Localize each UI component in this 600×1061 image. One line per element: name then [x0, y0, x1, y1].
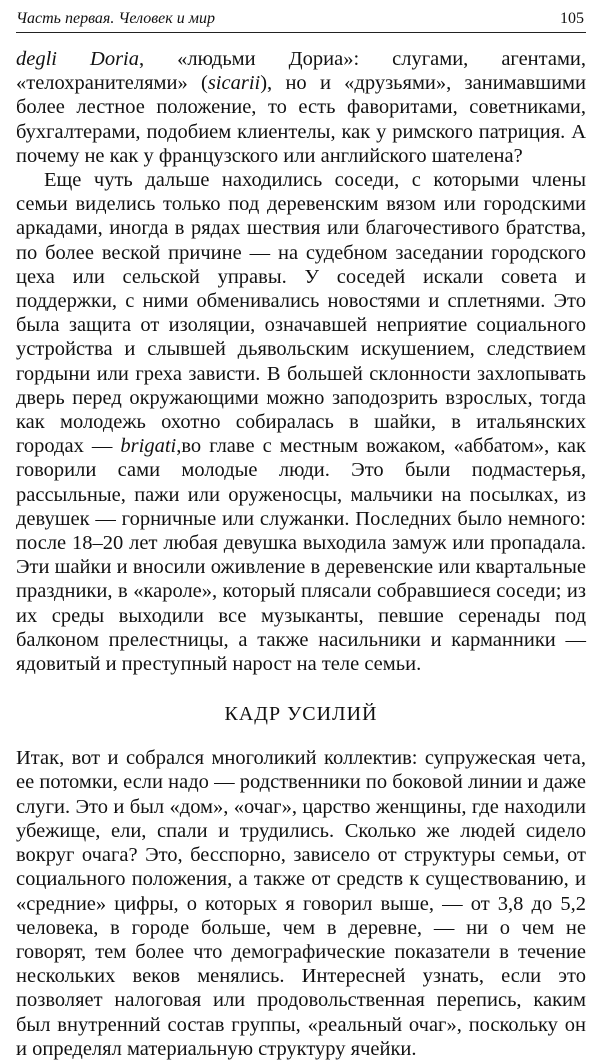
- italic-term: brigati: [120, 435, 177, 458]
- running-header: [16, 6, 586, 33]
- text-run: , «людьми Дориа»: слугами, агентами, «телохранителями» (: [16, 48, 587, 95]
- section-heading: КАДР УСИЛИЙ: [224, 703, 378, 726]
- running-title: Часть первая. Человек и мир: [16, 10, 215, 27]
- body-text: [16, 47, 586, 1061]
- paragraph-1: [16, 47, 586, 168]
- page-number: 105: [560, 10, 584, 27]
- book-page: [16, 6, 587, 1060]
- text-run: Еще чуть дальше находились соседи, с которыми члены семьи виделись только под деревенским вязом или городскими аркадами, иногда в рядах шествия или благочестивого братства, по более веской причине — на судебном заседании городского цеха или сельской управы. У соседей искали совета и поддержки, с ними обменивались новостями и сплетнями. Это была защита от изоляции, означавшей неприятие социального устройства и слывшей дьявольским искушением, следствием гордыни или греха зависти. В большей склонности захлопывать дверь перед окружающими можно заподозрить взрослых, тогда как молодежь охотно собиралась в шайки, в итальянских городах —: [16, 169, 586, 458]
- italic-term: sicarii: [207, 72, 261, 95]
- text-run: ,во главе с местным вожаком, «аббатом», как говорили сами молодые люди. Это были подмастерья, рассыльные, пажи или оруженосцы, мальчики на посылках, из девушек — горничные или служанки. Последних было немного: после 18–20 лет любая девушка выходила замуж или пропадала. Эти шайки и вносили оживление в деревенские или квартальные праздники, в «кароле», который плясали собравшиеся соседи; из их среды выходили все музыканты, певшие серенады под балконом прелестницы, а также насильники и карманники — ядовитый и преступный нарост на теле семьи.: [16, 435, 586, 676]
- text-run: ), но и «друзьями», занимавшими более лестное положение, то есть фаворитами, советниками, бухгалтерами, подобием клиентелы, как у римского патриция. А почему не как у французского или английского шателена?: [16, 72, 586, 167]
- paragraph-3: Итак, вот и собрался многоликий коллектив: супружеская чета, ее потомки, если надо — родственники по боковой линии и даже слуги. Это и был «дом», «очаг», царство женщины, где находили убежище, ели, спали и трудились. Сколько же людей сидело вокруг очага? Это, бесспорно, зависело от структуры семьи, от социального положения, а также от средств к существованию, и «средние» цифры, о которых я говорил выше, — от 3,8 до 5,2 человека, в городе больше, чем в деревне, — ни о чем не говорят, тем более что демографические показатели в течение нескольких веков менялись. Интересней узнать, если это позволяет налоговая или продовольственная перепись, каким был внутренний состав группы, «реальный очаг», поскольку он и определял материальную структуру ячейки.: [16, 747, 586, 1060]
- paragraph-2: [16, 168, 586, 676]
- italic-term: degli Doria: [16, 48, 139, 70]
